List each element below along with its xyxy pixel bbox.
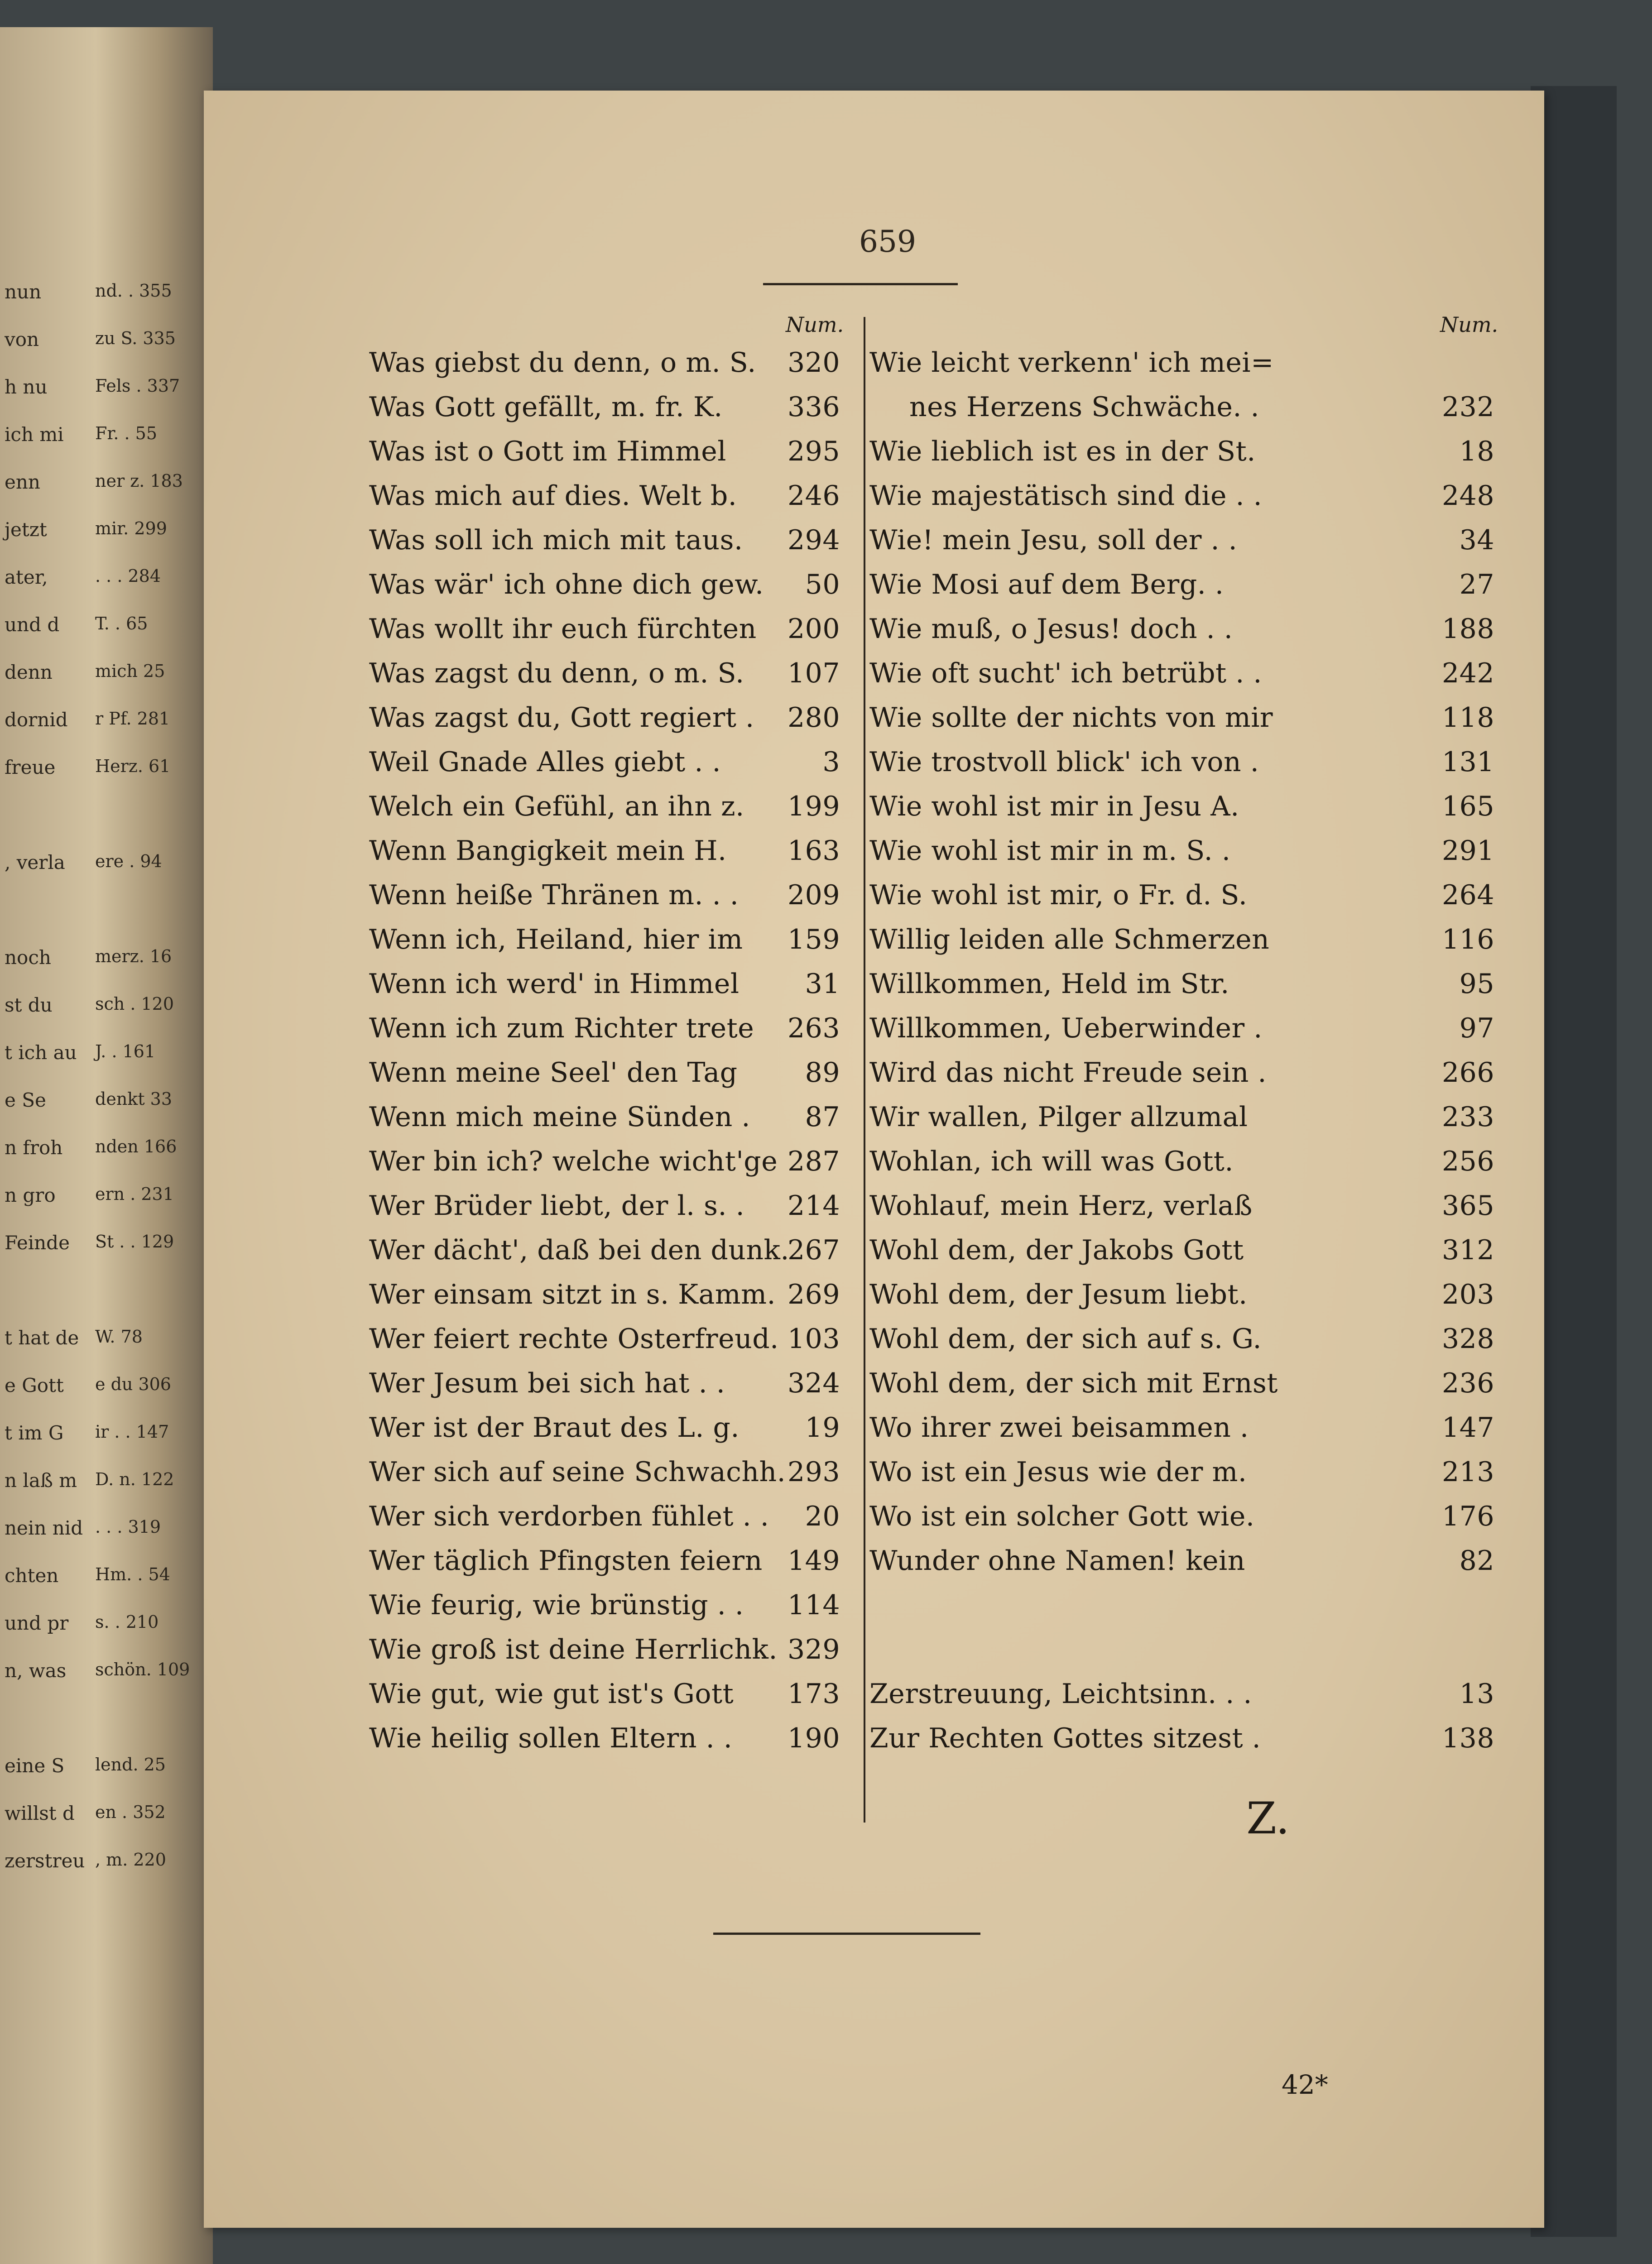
- entry-number: 287: [787, 1146, 840, 1177]
- left-fragment-b: . . . 319: [95, 1517, 161, 1537]
- entry-number: 294: [787, 524, 840, 556]
- entry-number: 34: [1459, 524, 1494, 556]
- entry-number: 200: [787, 613, 840, 645]
- entry-title: Wie wohl ist mir in m. S. .: [869, 835, 1231, 867]
- entry-number: 336: [787, 391, 840, 423]
- entry-title: Wenn Bangigkeit mein H.: [369, 835, 727, 867]
- entry-number: 267: [787, 1234, 840, 1266]
- left-fragment-a: ich mi: [5, 423, 64, 446]
- left-fragment-a: enn: [5, 471, 40, 493]
- entry-title: Was ist o Gott im Himmel: [369, 436, 726, 467]
- entry-title: Wie gut, wie gut ist's Gott: [369, 1678, 734, 1710]
- entry-title: Wunder ohne Namen! kein: [869, 1545, 1245, 1577]
- entry-number: 118: [1441, 702, 1494, 734]
- entry-number: 263: [787, 1012, 840, 1044]
- entry-title: Wenn ich zum Richter trete: [369, 1012, 754, 1044]
- entry-number: 3: [822, 746, 840, 778]
- entry-number: 13: [1459, 1678, 1494, 1710]
- entry-title: Wer ist der Braut des L. g.: [369, 1412, 740, 1444]
- entry-title: Wo ist ein Jesus wie der m.: [869, 1456, 1247, 1488]
- index-page: [204, 91, 1544, 2228]
- left-fragment-b: mir. 299: [95, 518, 167, 538]
- left-fragment-a: freue: [5, 756, 56, 778]
- left-fragment-a: ater,: [5, 566, 48, 588]
- left-fragment-a: von: [5, 328, 39, 350]
- entry-number: 131: [1441, 746, 1494, 778]
- entry-number: 248: [1441, 480, 1494, 512]
- entry-title: Zerstreuung, Leichtsinn. . .: [869, 1678, 1252, 1710]
- entry-number: 87: [805, 1101, 840, 1133]
- left-fragment-b: ern . 231: [95, 1184, 174, 1204]
- left-fragment-b: , m. 220: [95, 1850, 166, 1870]
- left-fragment-b: Fels . 337: [95, 376, 180, 396]
- entry-title: Wer sich verdorben fühlet . .: [369, 1501, 769, 1532]
- entry-title: Wer einsam sitzt in s. Kamm.: [369, 1279, 776, 1310]
- left-fragment-a: h nu: [5, 376, 48, 398]
- entry-number: 188: [1441, 613, 1494, 645]
- left-fragment-b: D. n. 122: [95, 1469, 174, 1489]
- column-divider: [864, 317, 865, 1823]
- header-rule: [763, 283, 958, 285]
- left-fragment-a: noch: [5, 946, 51, 969]
- entry-number: 280: [787, 702, 840, 734]
- entry-number: 116: [1441, 924, 1494, 955]
- left-fragment-a: n froh: [5, 1137, 63, 1159]
- entry-title: Zur Rechten Gottes sitzest .: [869, 1722, 1261, 1754]
- entry-title: Was Gott gefällt, m. fr. K.: [369, 391, 723, 423]
- entry-number: 95: [1459, 968, 1494, 1000]
- entry-title: Wo ist ein solcher Gott wie.: [869, 1501, 1255, 1532]
- entry-number: 209: [787, 879, 840, 911]
- entry-number: 293: [787, 1456, 840, 1488]
- entry-title: Wenn meine Seel' den Tag: [369, 1057, 738, 1089]
- left-fragment-b: Fr. . 55: [95, 423, 158, 443]
- entry-title: Welch ein Gefühl, an ihn z.: [369, 791, 744, 822]
- entry-title: Wie heilig sollen Eltern . .: [369, 1722, 733, 1754]
- left-fragment-a: zerstreu: [5, 1850, 85, 1872]
- entry-number: 214: [787, 1190, 840, 1222]
- entry-title: Wie sollte der nichts von mir: [869, 702, 1273, 734]
- entry-number: 266: [1441, 1057, 1494, 1089]
- entry-title: Wie groß ist deine Herrlichk.: [369, 1634, 778, 1665]
- entry-number: 324: [787, 1367, 840, 1399]
- left-fragment-a: , verla: [5, 851, 65, 873]
- left-fragment-a: chten: [5, 1564, 59, 1587]
- entry-title: Wie feurig, wie brünstig . .: [369, 1589, 744, 1621]
- entry-number: 242: [1441, 657, 1494, 689]
- entry-title: Wie muß, o Jesus! doch . .: [869, 613, 1233, 645]
- entry-title: Wenn ich, Heiland, hier im: [369, 924, 743, 955]
- entry-number: 213: [1441, 1456, 1494, 1488]
- entry-number: 295: [787, 436, 840, 467]
- num-header-right: Num.: [1440, 312, 1498, 337]
- printer-signature: 42*: [1282, 2069, 1328, 2100]
- entry-title: Wie oft sucht' ich betrübt . .: [869, 657, 1262, 689]
- entry-number: 173: [787, 1678, 840, 1710]
- entry-title: Wie wohl ist mir, o Fr. d. S.: [869, 879, 1248, 911]
- entry-title: Was zagst du, Gott regiert .: [369, 702, 754, 734]
- left-fragment-a: Feinde: [5, 1232, 70, 1254]
- entry-number: 320: [787, 347, 840, 379]
- left-fragment-a: t ich au: [5, 1041, 77, 1064]
- entry-title: Wo ihrer zwei beisammen .: [869, 1412, 1249, 1444]
- left-page-text-fragments: [0, 281, 213, 2047]
- left-fragment-a: denn: [5, 661, 53, 683]
- left-fragment-b: ir . . 147: [95, 1422, 169, 1442]
- entry-number: 138: [1441, 1722, 1494, 1754]
- entry-title: Wer dächt', daß bei den dunk.: [369, 1234, 789, 1266]
- entry-number: 236: [1441, 1367, 1494, 1399]
- entry-number: 159: [787, 924, 840, 955]
- left-fragment-b: St . . 129: [95, 1232, 174, 1252]
- entry-title: Wenn ich werd' in Himmel: [369, 968, 740, 1000]
- left-fragment-a: und d: [5, 614, 60, 636]
- entry-number: 20: [805, 1501, 840, 1532]
- left-fragment-b: sch . 120: [95, 994, 174, 1014]
- entry-number: 147: [1441, 1412, 1494, 1444]
- left-fragment-b: merz. 16: [95, 946, 172, 966]
- entry-number: 103: [787, 1323, 840, 1355]
- left-fragment-b: lend. 25: [95, 1755, 166, 1775]
- entry-title: Was soll ich mich mit taus.: [369, 524, 743, 556]
- entry-number: 232: [1441, 391, 1494, 423]
- entry-number: 163: [787, 835, 840, 867]
- entry-number: 50: [805, 569, 840, 600]
- left-fragment-a: nein nid: [5, 1517, 83, 1539]
- left-fragment-b: T. . 65: [95, 614, 148, 633]
- entry-title: Wir wallen, Pilger allzumal: [869, 1101, 1248, 1133]
- entry-number: 312: [1441, 1234, 1494, 1266]
- left-fragment-b: W. 78: [95, 1327, 143, 1347]
- left-fragment-b: ner z. 183: [95, 471, 183, 491]
- entry-title: Wohlauf, mein Herz, verlaß: [869, 1190, 1253, 1222]
- entry-title: Wie wohl ist mir in Jesu A.: [869, 791, 1239, 822]
- left-fragment-b: nden 166: [95, 1137, 177, 1156]
- entry-title: Was wär' ich ohne dich gew.: [369, 569, 764, 600]
- left-fragment-b: mich 25: [95, 661, 165, 681]
- left-fragment-b: s. . 210: [95, 1612, 159, 1632]
- entry-number: 107: [787, 657, 840, 689]
- entry-title: Wer Jesum bei sich hat . .: [369, 1367, 725, 1399]
- entry-title: Was mich auf dies. Welt b.: [369, 480, 737, 512]
- entry-title: Willkommen, Held im Str.: [869, 968, 1229, 1000]
- left-fragment-a: st du: [5, 994, 53, 1016]
- left-fragment-a: t hat de: [5, 1327, 79, 1349]
- left-fragment-a: n, was: [5, 1660, 67, 1682]
- left-fragment-b: denkt 33: [95, 1089, 173, 1109]
- entry-number: 264: [1441, 879, 1494, 911]
- left-fragment-b: ere . 94: [95, 851, 162, 871]
- num-header-left: Num.: [786, 312, 844, 337]
- entry-title: Wer sich auf seine Schwachh.: [369, 1456, 786, 1488]
- entry-number: 269: [787, 1279, 840, 1310]
- left-fragment-b: schön. 109: [95, 1660, 190, 1679]
- entry-number: 328: [1441, 1323, 1494, 1355]
- entry-title: Wohl dem, der Jesum liebt.: [869, 1279, 1248, 1310]
- page-number: 659: [859, 224, 916, 259]
- entry-title: Wie lieblich ist es in der St.: [869, 436, 1256, 467]
- left-fragment-b: J. . 161: [95, 1041, 156, 1061]
- section-letter-z: Z.: [1246, 1793, 1290, 1844]
- left-fragment-a: n laß m: [5, 1469, 77, 1492]
- entry-title: Willig leiden alle Schmerzen: [869, 924, 1270, 955]
- entry-title: Wer Brüder liebt, der l. s. .: [369, 1190, 745, 1222]
- entry-number: 97: [1459, 1012, 1494, 1044]
- entry-number: 19: [805, 1412, 840, 1444]
- entry-title: Was zagst du denn, o m. S.: [369, 657, 744, 689]
- left-fragment-a: nun: [5, 281, 42, 303]
- entry-number: 190: [787, 1722, 840, 1754]
- entry-number: 291: [1441, 835, 1494, 867]
- entry-title: Wer täglich Pfingsten feiern: [369, 1545, 763, 1577]
- entry-title: Was giebst du denn, o m. S.: [369, 347, 756, 379]
- entry-number: 165: [1441, 791, 1494, 822]
- entry-title: Wer feiert rechte Osterfreud.: [369, 1323, 779, 1355]
- entry-title: Wenn heiße Thränen m. . .: [369, 879, 739, 911]
- entry-title: Was wollt ihr euch fürchten: [369, 613, 757, 645]
- left-fragment-a: eine S: [5, 1755, 65, 1777]
- entry-title: nes Herzens Schwäche. .: [909, 391, 1260, 423]
- left-fragment-a: und pr: [5, 1612, 69, 1634]
- left-fragment-a: n gro: [5, 1184, 56, 1206]
- entry-number: 365: [1441, 1190, 1494, 1222]
- entry-number: 89: [805, 1057, 840, 1089]
- left-fragment-a: jetzt: [5, 518, 47, 541]
- left-fragment-b: nd. . 355: [95, 281, 172, 301]
- entry-number: 82: [1459, 1545, 1494, 1577]
- entry-title: Wird das nicht Freude sein .: [869, 1057, 1267, 1089]
- entry-title: Wie leicht verkenn' ich mei=: [869, 347, 1274, 379]
- entry-title: Wie trostvoll blick' ich von .: [869, 746, 1259, 778]
- left-fragment-a: t im G: [5, 1422, 64, 1444]
- adjacent-left-page: [0, 27, 213, 2264]
- entry-number: 176: [1441, 1501, 1494, 1532]
- left-fragment-b: e du 306: [95, 1374, 171, 1394]
- left-fragment-a: e Se: [5, 1089, 46, 1111]
- left-fragment-a: willst d: [5, 1802, 75, 1824]
- entry-number: 199: [787, 791, 840, 822]
- entry-title: Willkommen, Ueberwinder .: [869, 1012, 1263, 1044]
- entry-number: 233: [1441, 1101, 1494, 1133]
- entry-number: 203: [1441, 1279, 1494, 1310]
- entry-title: Wohl dem, der Jakobs Gott: [869, 1234, 1244, 1266]
- entry-title: Wie majestätisch sind die . .: [869, 480, 1263, 512]
- entry-title: Wie! mein Jesu, soll der . .: [869, 524, 1238, 556]
- entry-title: Wie Mosi auf dem Berg. .: [869, 569, 1224, 600]
- entry-title: Wer bin ich? welche wicht'ge: [369, 1146, 778, 1177]
- entry-number: 114: [787, 1589, 840, 1621]
- end-rule: [713, 1933, 980, 1935]
- entry-number: 27: [1459, 569, 1494, 600]
- left-fragment-a: dornid: [5, 709, 68, 731]
- entry-title: Wohl dem, der sich mit Ernst: [869, 1367, 1278, 1399]
- entry-title: Wohl dem, der sich auf s. G.: [869, 1323, 1262, 1355]
- entry-title: Wenn mich meine Sünden .: [369, 1101, 750, 1133]
- left-fragment-b: zu S. 335: [95, 328, 176, 348]
- left-fragment-a: e Gott: [5, 1374, 64, 1396]
- left-fragment-b: Herz. 61: [95, 756, 171, 776]
- entry-number: 18: [1459, 436, 1494, 467]
- entry-title: Weil Gnade Alles giebt . .: [369, 746, 721, 778]
- entry-number: 246: [787, 480, 840, 512]
- left-fragment-b: en . 352: [95, 1802, 166, 1822]
- left-fragment-b: r Pf. 281: [95, 709, 170, 729]
- left-fragment-b: . . . 284: [95, 566, 161, 586]
- entry-number: 329: [787, 1634, 840, 1665]
- entry-number: 149: [787, 1545, 840, 1577]
- entry-number: 256: [1441, 1146, 1494, 1177]
- left-fragment-b: Hm. . 54: [95, 1564, 170, 1584]
- entry-number: 31: [805, 968, 840, 1000]
- entry-title: Wohlan, ich will was Gott.: [869, 1146, 1234, 1177]
